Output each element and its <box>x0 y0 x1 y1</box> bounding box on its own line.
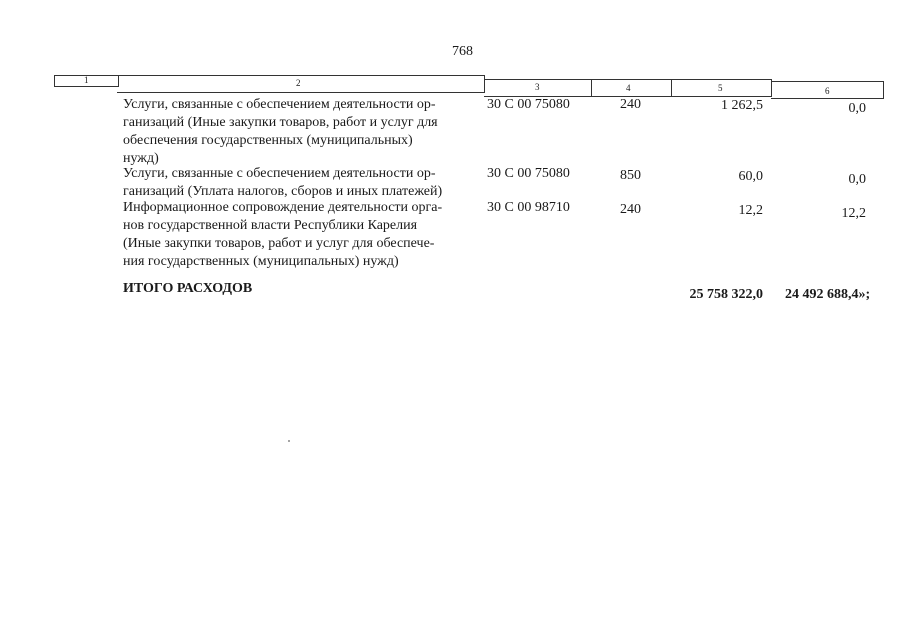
row-description <box>123 199 473 271</box>
column-header-row <box>54 75 884 96</box>
column-number-2: 2 <box>296 78 301 88</box>
column-number-6: 6 <box>825 86 830 96</box>
description-line: (Иные закупки товаров, работ и услуг для обеспече- <box>123 236 435 251</box>
row-value-col5: 12,2 <box>738 203 763 218</box>
description-line: ганизаций (Уплата налогов, сборов и иных платежей) <box>123 184 443 199</box>
row-value-col5: 1 262,5 <box>721 98 763 113</box>
description-line: ганизаций (Иные закупки товаров, работ и услуг для <box>123 115 438 130</box>
row-description <box>123 96 473 168</box>
column-number-5: 5 <box>718 83 723 93</box>
row-value-col6: 0,0 <box>848 101 866 116</box>
description-line: обеспечения государственных (муниципальных) <box>123 133 413 148</box>
column-number-1: 1 <box>84 75 89 85</box>
column-number-4: 4 <box>626 83 631 93</box>
description-line: нов государственной власти Республики Карелия <box>123 218 418 233</box>
row-expense-type: 240 <box>620 202 641 217</box>
page-number: 768 <box>452 44 473 59</box>
column-header-4 <box>591 79 672 97</box>
row-value-col5: 60,0 <box>738 169 763 184</box>
description-line: Услуги, связанные с обеспечением деятельности ор- <box>123 166 436 181</box>
description-line: нужд) <box>123 151 159 166</box>
column-number-3: 3 <box>535 82 540 92</box>
row-value-col6: 0,0 <box>848 172 866 187</box>
row-code: 30 С 00 98710 <box>487 200 570 215</box>
row-code: 30 С 00 75080 <box>487 166 570 181</box>
total-value-col5: 25 758 322,0 <box>689 287 763 302</box>
row-code: 30 С 00 75080 <box>487 97 570 112</box>
total-label: ИТОГО РАСХОДОВ <box>123 281 253 296</box>
total-value-col6: 24 492 688,4»; <box>785 287 871 302</box>
scan-speck <box>288 440 290 442</box>
description-line: Информационное сопровождение деятельности орга- <box>123 200 443 215</box>
row-description <box>123 165 473 201</box>
column-header-2 <box>117 75 485 93</box>
row-expense-type: 850 <box>620 168 641 183</box>
row-expense-type: 240 <box>620 97 641 112</box>
row-value-col6: 12,2 <box>841 206 866 221</box>
description-line: Услуги, связанные с обеспечением деятельности ор- <box>123 97 436 112</box>
description-line: ния государственных (муниципальных) нужд) <box>123 254 399 269</box>
